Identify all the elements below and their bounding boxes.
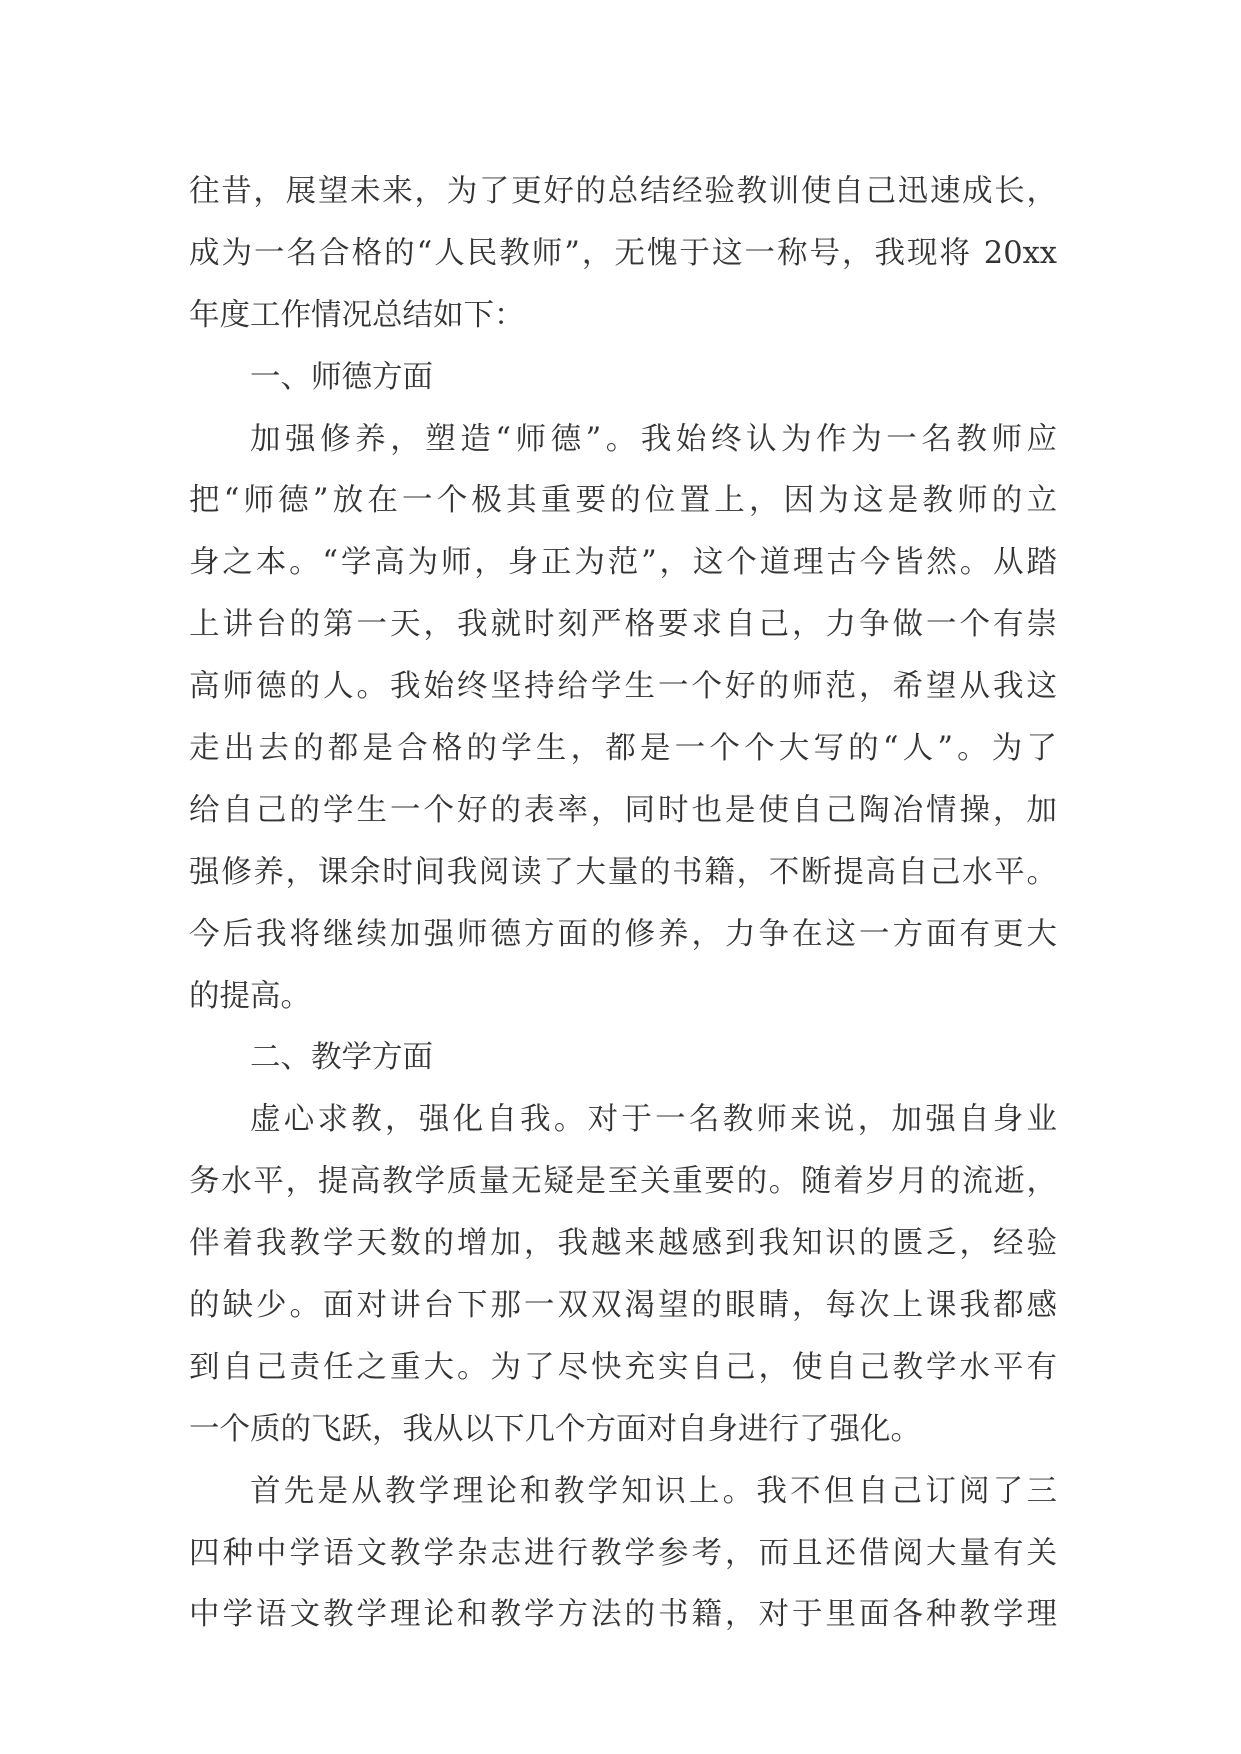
text-line: 中学语文教学理论和教学方法的书籍，对于里面各种教学理 xyxy=(189,1597,1057,1633)
text-line: 把“师德”放在一个极其重要的位置上，因为这是教师的立 xyxy=(189,483,1057,519)
text-line: 往昔，展望未来，为了更好的总结经验教训使自己迅速成长， xyxy=(189,174,1057,209)
text-line: 的提高。 xyxy=(189,978,311,1014)
text-line: 加强修养，塑造“师德”。我始终认为作为一名教师应 xyxy=(250,421,1057,457)
text-line: 首先是从教学理论和教学知识上。我不但自己订阅了三 xyxy=(250,1473,1057,1509)
section-heading-1: 一、师德方面 xyxy=(250,359,433,395)
text-line: 给自己的学生一个好的表率，同时也是使自己陶冶情操，加 xyxy=(189,792,1057,828)
text-line: 上讲台的第一天，我就时刻严格要求自己，力争做一个有崇 xyxy=(189,607,1057,643)
text-line: 强修养，课余时间我阅读了大量的书籍，不断提高自己水平。 xyxy=(189,854,1057,890)
section-heading-2: 二、教学方面 xyxy=(250,1040,433,1076)
text-line: 高师德的人。我始终坚持给学生一个好的师范，希望从我这 xyxy=(189,669,1057,705)
text-line: 年度工作情况总结如下： xyxy=(189,297,525,333)
text-line: 的缺少。面对讲台下那一双双渴望的眼睛，每次上课我都感 xyxy=(189,1288,1057,1324)
text-line: 成为一名合格的“人民教师”，无愧于这一称号，我现将 20xx xyxy=(189,235,1057,271)
text-line: 虚心求教，强化自我。对于一名教师来说，加强自身业 xyxy=(250,1102,1057,1138)
text-line: 到自己责任之重大。为了尽快充实自己，使自己教学水平有 xyxy=(189,1349,1057,1385)
text-line: 今后我将继续加强师德方面的修养，力争在这一方面有更大 xyxy=(189,916,1057,952)
body-text xyxy=(189,161,1057,1646)
text-line: 走出去的都是合格的学生，都是一个个大写的“人”。为了 xyxy=(189,731,1057,767)
text-line: 一个质的飞跃，我从以下几个方面对自身进行了强化。 xyxy=(189,1411,921,1447)
text-line: 四种中学语文教学杂志进行教学参考，而且还借阅大量有关 xyxy=(189,1535,1057,1571)
text-line: 务水平，提高教学质量无疑是至关重要的。随着岁月的流逝， xyxy=(189,1164,1057,1200)
text-line: 伴着我教学天数的增加，我越来越感到我知识的匮乏，经验 xyxy=(189,1226,1057,1262)
text-line: 身之本。“学高为师，身正为范”，这个道理古今皆然。从踏 xyxy=(189,545,1057,581)
